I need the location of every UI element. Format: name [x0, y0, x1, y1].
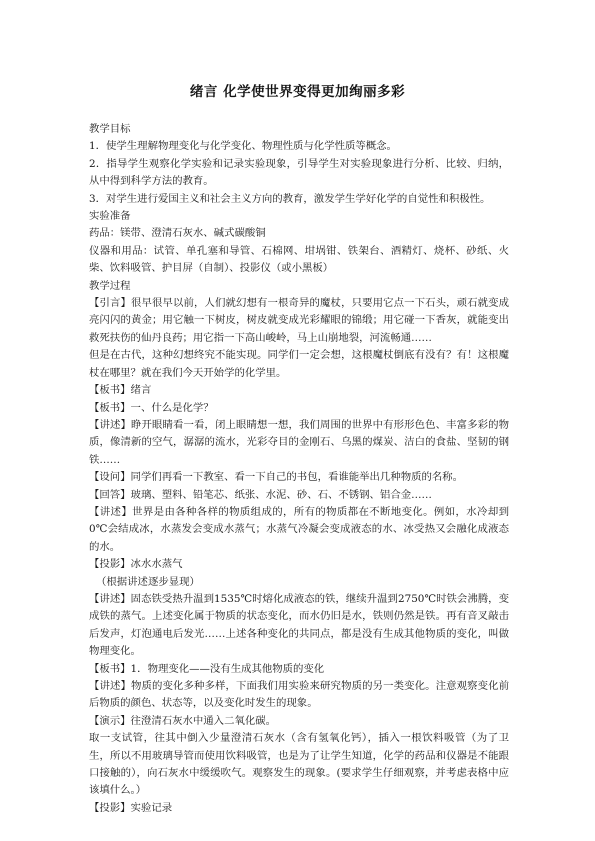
document-body: [89, 121, 509, 817]
section-heading-preparation: 实验准备: [89, 210, 131, 223]
equipment-list: 仪器和用品：试管、单孔塞和导管、石棉网、坩埚钳、铁架台、酒精灯、烧杯、砂纸、火柴、饮料吸管、护目屏（自制）、投影仪（或小黑板）: [89, 244, 509, 275]
objective-item: 1．使学生理解物理变化与化学变化、物理性质与化学性质等概念。: [89, 140, 397, 153]
lesson-paragraph: 【板书】绪言: [89, 384, 152, 397]
lesson-paragraph: 但是在古代，这种幻想终究不能实现。同学们一定会想，这根魔杖倒底有没有？有！这根魔杖在哪里？就在我们今天开始学的化学里。: [89, 349, 509, 379]
lesson-paragraph: 【讲述】物质的变化多种多样，下面我们用实验来研究物质的另一类变化。注意观察变化前后物质的颜色、状态等，以及变化时发生的现象。: [89, 680, 509, 710]
lesson-paragraph: 【板书】1．物理变化——没有生成其他物质的变化: [89, 662, 325, 675]
lesson-paragraph: 【板书】一、什么是化学？: [89, 401, 214, 414]
lesson-paragraph: 【讲述】固态铁受热升温到1535℃时熔化成液态的铁，继续升温到2750℃时铁会沸腾，变成铁的蒸气。上述变化属于物质的状态变化，而水仍旧是水，铁则仍然是铁。再有音叉敲击后发声，灯泡通电后发光……上述各种变化的共同点，都是没有生成其他物质的变化，叫做物理变化。: [89, 592, 509, 658]
document-title: 绪言 化学使世界变得更加绚丽多彩: [189, 84, 406, 100]
lesson-paragraph: 【讲述】世界是由各种各样的物质组成的，所有的物质都在不断地变化。例如，水冷却到0℃会结成冰，水蒸发会变成水蒸气；水蒸气冷凝会变成液态的水、冰受热又会融化成液态的水。: [89, 505, 509, 553]
chemicals-list: 药品：镁带、澄清石灰水、碱式碳酸铜: [89, 227, 266, 240]
objective-item: 3．对学生进行爱国主义和社会主义方向的教育，激发学生学好化学的自觉性和积极性。: [89, 192, 491, 205]
lesson-paragraph: 【投影】冰水水蒸气: [89, 558, 183, 571]
section-heading-process: 教学过程: [89, 279, 131, 292]
lesson-note: （根据讲述逐步显现）: [96, 575, 200, 588]
lesson-paragraph: 【演示】往澄清石灰水中通入二氧化碳。: [89, 714, 277, 727]
lesson-paragraph: 【讲述】睁开眼睛看一看，闭上眼睛想一想，我们周围的世界中有形形色色、丰富多彩的物质，像清新的空气，潺潺的流水，光彩夺目的金刚石、乌黑的煤炭、洁白的食盐、坚韧的钢铁……: [89, 418, 509, 466]
lesson-paragraph: 取一支试管，往其中倒入少量澄清石灰水（含有氢氧化钙），插入一根饮料吸管（为了卫生，所以不用玻璃导管而使用饮料吸管，也是为了让学生知道，化学的药品和仪器是不能跟口接触的），向石灰水中缓缓吹气。观察发生的现象。(要求学生仔细观察，并考虑表格中应该填什么。）: [89, 732, 509, 797]
lesson-paragraph: 【回答】玻璃、塑料、铅笔芯、纸张、水泥、砂、石、不锈钢、铝合金……: [89, 488, 432, 501]
lesson-paragraph: 【投影】实验记录: [89, 801, 173, 814]
objective-item: 2．指导学生观察化学实验和记录实验现象，引导学生对实验现象进行分析、比较、归纳，从中得到科学方法的教育。: [89, 157, 509, 188]
lesson-paragraph: 【引言】很早很早以前，人们就幻想有一根奇异的魔杖，只要用它点一下石头，顽石就变成亮闪闪的黄金；用它触一下树皮，树皮就变成光彩耀眼的锦缎；用它碰一下香灰，就能变出救死扶伤的仙丹良药；用它指一下高山峻岭，马上山崩地裂，河流畅通……: [89, 297, 509, 344]
lesson-paragraph: 【设问】同学们再看一下教室、看一下自己的书包，看谁能举出几种物质的名称。: [89, 471, 464, 484]
section-heading-objectives: 教学目标: [89, 123, 131, 135]
